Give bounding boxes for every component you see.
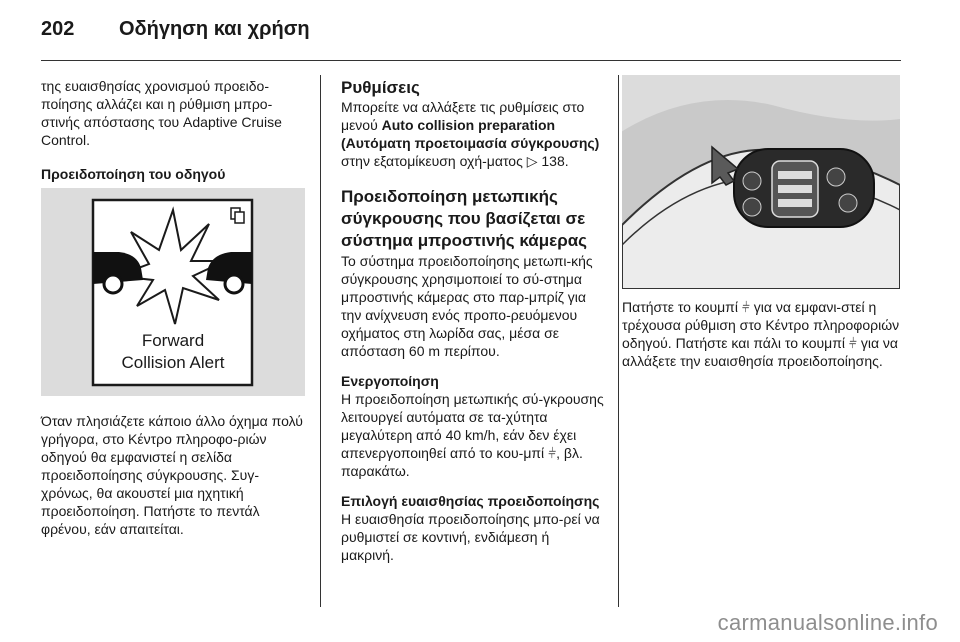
instruction-text-post: για να αλλάξετε την ευαισθησία προειδοποίησης. — [622, 335, 899, 369]
paragraph: της ευαισθησίας χρονισμού προειδο-ποίησης αλλάζει και η ρύθμιση μπρο-στινής απόστασης του Adaptive Cruise Control. — [41, 78, 282, 148]
settings-text: Μπορείτε να αλλάξετε τις ρυθμίσεις στο μενού — [341, 99, 585, 133]
forward-collision-button-icon: ⫩ — [848, 335, 857, 351]
page-title: Οδήγηση και χρήση — [119, 18, 310, 40]
column-divider-2 — [618, 75, 619, 607]
heading-settings: Ρυθμίσεις — [341, 78, 420, 97]
header-rule — [41, 60, 901, 61]
page-header — [41, 18, 310, 41]
subheading-sensitivity: Επιλογή ευαισθησίας προειδοποίησης — [341, 493, 600, 509]
activation-text-post: , βλ. παρακάτω. — [341, 445, 583, 479]
page-number: 202 — [41, 18, 75, 40]
column-2 — [341, 77, 605, 564]
subheading-driver-alert: Προειδοποίηση του οδηγού — [41, 166, 226, 182]
column-3 — [622, 298, 904, 370]
alert-text-line1: Forward — [141, 331, 205, 350]
instruction-text: Πατήστε το κουμπί — [622, 299, 742, 315]
page-reference: 138. — [537, 153, 569, 169]
column-1-lower — [41, 412, 305, 538]
button-instruction-paragraph — [622, 298, 904, 370]
paragraph: Η ευαισθησία προειδοποίησης μπο-ρεί να ρυθμιστεί σε κοντινή, ενδιάμεση ή μακρινή. — [341, 511, 600, 563]
collision-alert-illustration — [41, 188, 305, 396]
activation-text: Η προειδοποίηση μετωπικής σύ-γκρουσης λειτουργεί αυτόματα σε τα-χύτητα μεγαλύτερη από 40 km/h, εάν δεν έχει απενεργοποιηθεί από το κου-μπί — [341, 391, 604, 461]
paragraph: Το σύστημα προειδοποίησης μετωπι-κής σύγκρουσης χρησιμοποιεί το σύ-στημα μπροστινής κάμερας στο παρ-μπρίζ για την ανίχνευση ενός προπο-ρευόμενου οχήματος στη λωρίδα σας, μέσα σε απόσταση 60 m περίπου. — [341, 253, 593, 359]
subheading-activation: Ενεργοποίηση — [341, 373, 439, 389]
alert-text-line2: Collision Alert — [121, 353, 225, 372]
instruction-text-mid: για να εμφανι-στεί η τρέχουσα ρύθμιση στο Κέντρο πληροφοριών οδηγού. Πατήστε και πάλι το κουμπί — [622, 299, 900, 351]
column-1 — [41, 77, 305, 183]
menu-name: Auto collision preparation (Αυτόματη προετοιμασία σύγκρουσης) — [341, 117, 600, 151]
activation-paragraph — [341, 390, 605, 480]
steering-wheel-illustration — [622, 75, 900, 289]
watermark: carmanualsonline.info — [717, 610, 938, 635]
paragraph: Όταν πλησιάζετε κάποιο άλλο όχημα πολύ γρήγορα, στο Κέντρο πληροφο-ριών οδηγού θα εμφανιστεί η σελίδα προειδοποίησης σύγκρουσης. Συγ-χρόνως, θα ακουστεί μια ηχητική προειδοποίηση. Πατήστε το πεντάλ φρένου, εάν απαιτείται. — [41, 413, 303, 537]
forward-collision-button-icon: ⫩ — [548, 445, 557, 461]
settings-paragraph — [341, 98, 605, 170]
forward-collision-button-icon: ⫩ — [741, 299, 750, 315]
steering-wheel-figure — [622, 75, 900, 289]
settings-text-post: στην εξατομίκευση οχή-ματος — [341, 153, 527, 169]
forward-collision-alert-figure — [41, 188, 305, 396]
page-ref-arrow-icon: ▷ — [526, 153, 538, 169]
column-divider-1 — [320, 75, 321, 607]
heading-forward-collision-camera: Προειδοποίηση μετωπικής σύγκρουσης που βασίζεται σε σύστημα μπροστινής κάμερας — [341, 187, 588, 250]
